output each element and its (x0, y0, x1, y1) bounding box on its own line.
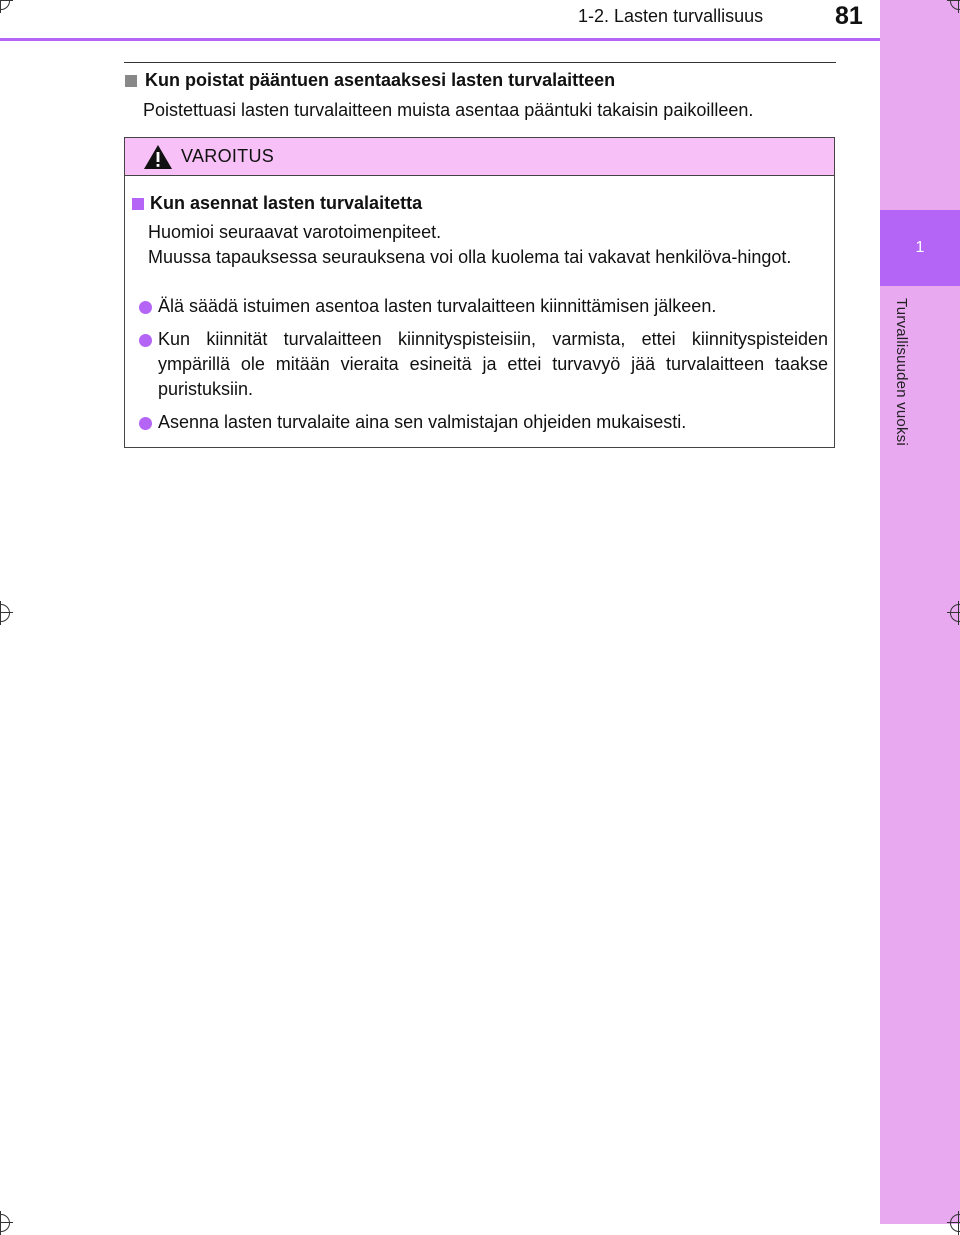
crop-mark-icon (947, 601, 960, 625)
crop-mark-icon (0, 0, 13, 13)
chapter-number: 1 (915, 239, 925, 256)
content-rule (124, 62, 836, 63)
crop-mark-icon (947, 1211, 960, 1235)
section-heading-text: Kun poistat pääntuen asentaaksesi lasten turvalaitteen (145, 70, 616, 90)
chapter-tab[interactable] (880, 210, 960, 286)
warning-header (125, 138, 834, 176)
square-bullet-icon (132, 198, 144, 210)
running-header: 1-2. Lasten turvallisuus (578, 6, 764, 26)
bullet-dot-icon (139, 334, 152, 347)
warning-heading (132, 193, 422, 214)
crop-mark-icon (947, 0, 960, 13)
bullet-dot-icon (139, 417, 152, 430)
crop-mark-icon (0, 1211, 13, 1235)
warning-intro (148, 220, 828, 270)
list-item (139, 327, 828, 402)
square-bullet-icon (125, 75, 137, 87)
header-rule (0, 38, 880, 41)
section-body: Poistettuasi lasten turvalaitteen muista asentaa pääntuki takaisin paikoilleen. (143, 100, 754, 120)
warning-intro-line: Huomioi seuraavat varotoimenpiteet. (148, 222, 442, 242)
warning-list (139, 294, 828, 443)
list-item-text: Kun kiinnität turvalaitteen kiinnityspisteisiin, varmista, ettei kiinnityspisteiden ympärillä ole mitään vieraita esineitä ja ettei turvavyö jää turvalaitteen taakse puristuksiin. (158, 329, 828, 399)
warning-intro-line: Muussa tapauksessa seurauksena voi olla kuolema tai vakavat henkilöva-hingot. (148, 247, 792, 267)
chapter-title: Turvallisuuden vuoksi (893, 298, 910, 446)
warning-triangle-icon (143, 144, 173, 170)
warning-heading-text: Kun asennat lasten turvalaitetta (150, 193, 423, 213)
crop-mark-icon (0, 601, 13, 625)
list-item (139, 410, 828, 435)
list-item (139, 294, 828, 319)
list-item-text: Asenna lasten turvalaite aina sen valmistajan ohjeiden mukaisesti. (158, 412, 687, 432)
page-number: 81 (835, 2, 863, 30)
warning-box (124, 137, 835, 448)
bullet-dot-icon (139, 301, 152, 314)
warning-title: VAROITUS (181, 146, 275, 166)
list-item-text: Älä säädä istuimen asentoa lasten turvalaitteen kiinnittämisen jälkeen. (158, 296, 717, 316)
section-heading (125, 70, 615, 91)
